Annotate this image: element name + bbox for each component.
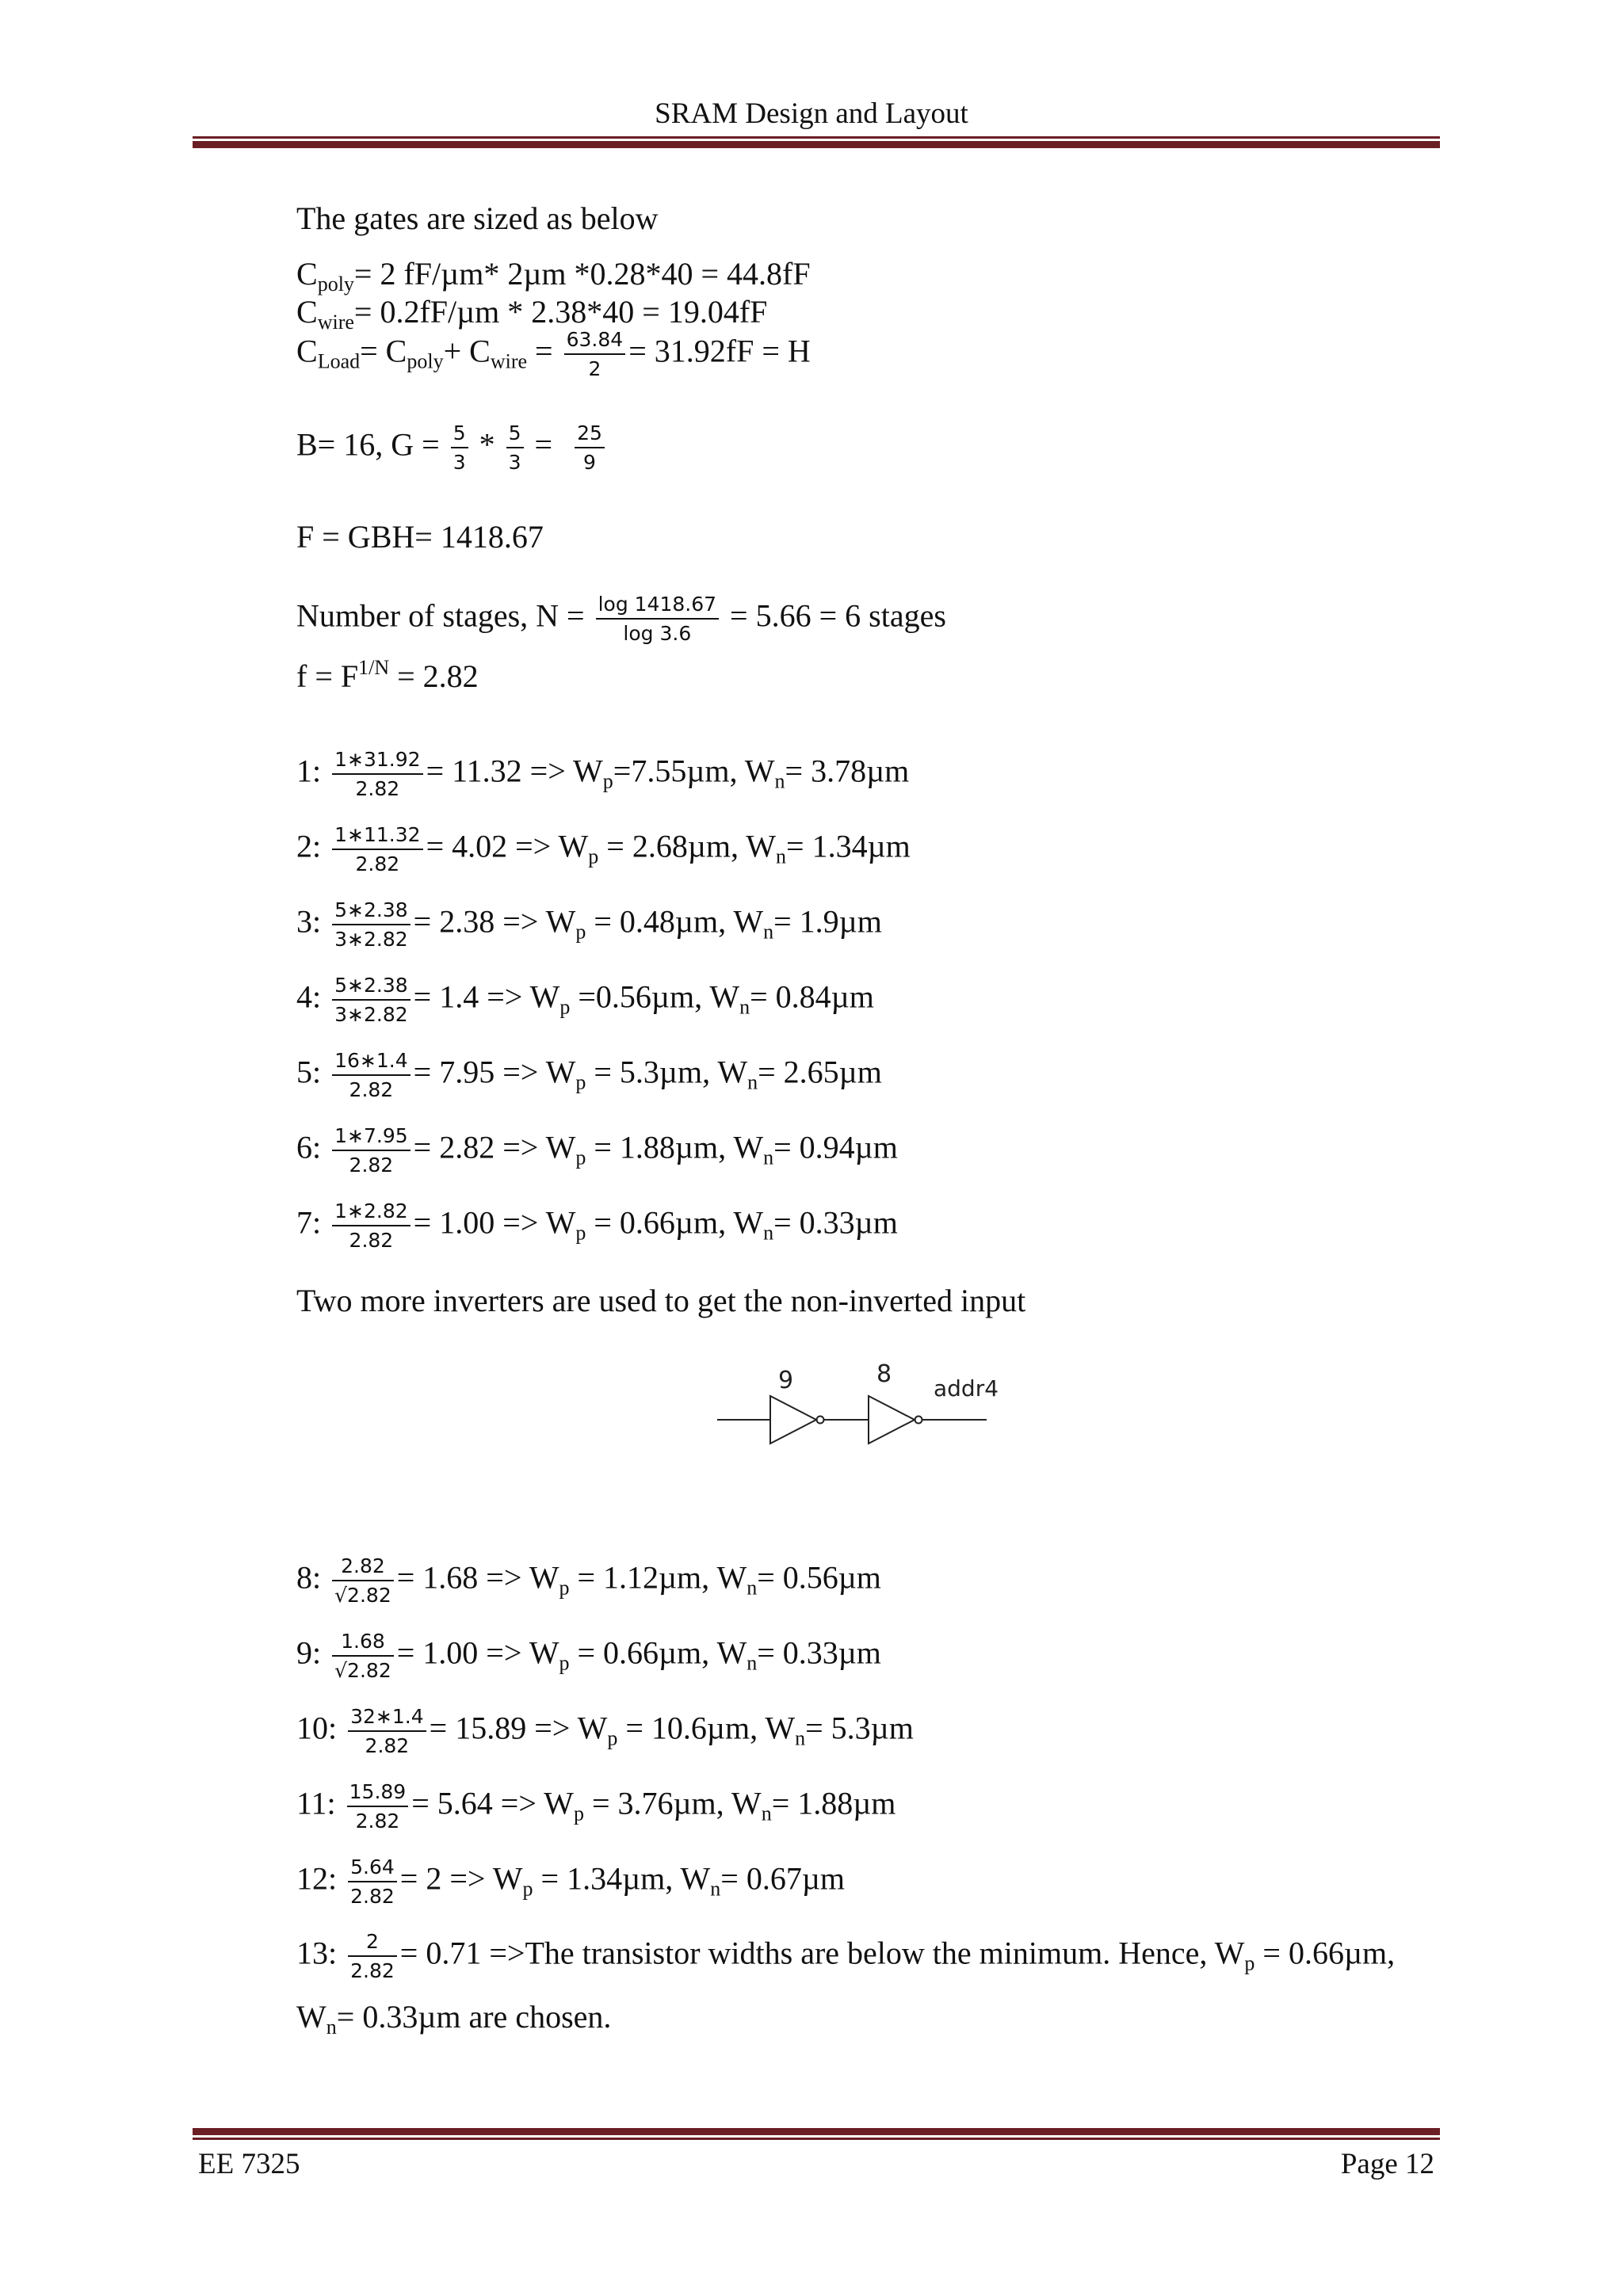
stage-row-1: 1: $\frac{1∗31.92}{2.82}$ = $11.32 => W_p=7.55\mu m$, $W_n= 3.78\mu m$ [296, 748, 910, 800]
footer-course: EE 7325 [198, 2148, 300, 2180]
footer-rule [193, 2128, 1440, 2140]
stage-row-2: 2: $\frac{1∗11.32}{2.82}$ = $4.02 => W_p = 2.68\mu m$, $W_n= 1.34\mu m$ [296, 823, 911, 875]
stage-row-7: 7: $\frac{1∗2.82}{2.82}$ = $1.00 => W_p = 0.66\mu m$, $W_n= 0.33\mu m$ [296, 1199, 898, 1252]
intro-text: The gates are sized as below [296, 200, 659, 236]
inverter-8-symbol [869, 1396, 915, 1444]
inverter-9-symbol [770, 1396, 816, 1444]
stage-row-3: 3: $\frac{5∗2.38}{3∗2.82}$ = $2.38 => W_p = 0.48\mu m$, $W_n= 1.9\mu m$ [296, 898, 882, 951]
page-header-title: SRAM Design and Layout [655, 97, 968, 130]
cwire-equation: $C_{wire}= 0.2fF/\mu m * 2.38*40 = 19.04fF$ [296, 294, 768, 334]
f-equation: $f = F^{1/N} = 2.82$ [296, 656, 479, 694]
cload-equation: $C_{Load}= C_{poly}+ C_{wire}$ = $\frac{63.84}{2}$ = 31.92fF = H [296, 328, 811, 380]
stage-row-5: 5: $\frac{16∗1.4}{2.82}$ = $7.95 => W_p = 5.3\mu m$, $W_n= 2.65\mu m$ [296, 1049, 882, 1101]
cload-fraction: $\frac{63.84}{2}$ [564, 328, 626, 381]
addr4-label: addr4 [934, 1375, 999, 1402]
cpoly-equation: $C_{poly}= 2$ fF/µm* 2µm *0.28*40 = 44.8fF [296, 256, 811, 296]
stage-row-4: 4: $\frac{5∗2.38}{3∗2.82}$ = $1.4 => W_p =0.56\mu m$, $W_n= 0.84\mu m$ [296, 974, 874, 1026]
stage-row-6: 6: $\frac{1∗7.95}{2.82}$ = $2.82 => W_p = 1.88\mu m$, $W_n= 0.94\mu m$ [296, 1124, 898, 1177]
stage-row-10: 10: $\frac{32∗1.4}{2.82}$ = $15.89 => W_p = 10.6\mu m$, $W_n= 5.3\mu m$ [296, 1705, 914, 1757]
bg-equation: B= 16, G = $\frac{5}{3}$ * $\frac{5}{3}$ = $\frac{25}{9}$ [296, 421, 608, 475]
stage-row-13: 13: $\frac{2}{2.82}$ = 0.71 =>The transistor widths are below the minimum. Hence, $W_p = 0.66\mu m$, [296, 1930, 1396, 1982]
inverter-9-label: 9 [778, 1367, 794, 1394]
stages-equation: Number of stages, N = $\frac{\log 1418.67}{\log 3.6}$ = 5.66 = 6 stages [296, 593, 946, 645]
inverter-8-label: 8 [876, 1360, 892, 1388]
f-gbh-equation: F = GBH= 1418.67 [296, 519, 544, 555]
stage-row-9: 9: $\frac{1.68}{√2.82}$ = $1.00 => W_p = 0.66\mu m$, $W_n= 0.33\mu m$ [296, 1630, 881, 1682]
inverter-chain-diagram [713, 1347, 999, 1450]
two-more-text: Two more inverters are used to get the non-inverted input [296, 1283, 1026, 1318]
stage-row-11: 11: $\frac{15.89}{2.82}$ = $5.64 => W_p = 3.76\mu m$, $W_n= 1.88\mu m$ [296, 1780, 896, 1833]
stage-row-8: 8: $\frac{2.82}{√2.82}$ = $1.68 => W_p = 1.12\mu m$, $W_n= 0.56\mu m$ [296, 1554, 881, 1607]
header-rule [193, 136, 1440, 148]
footer-page-number: Page 12 [1340, 2148, 1434, 2180]
stage-row-12: 12: $\frac{5.64}{2.82}$ = $2 => W_p = 1.34\mu m$, $W_n= 0.67\mu m$ [296, 1855, 845, 1908]
stage-row-13-continued: $W_n= 0.33\mu m$ are chosen. [296, 1999, 612, 2039]
